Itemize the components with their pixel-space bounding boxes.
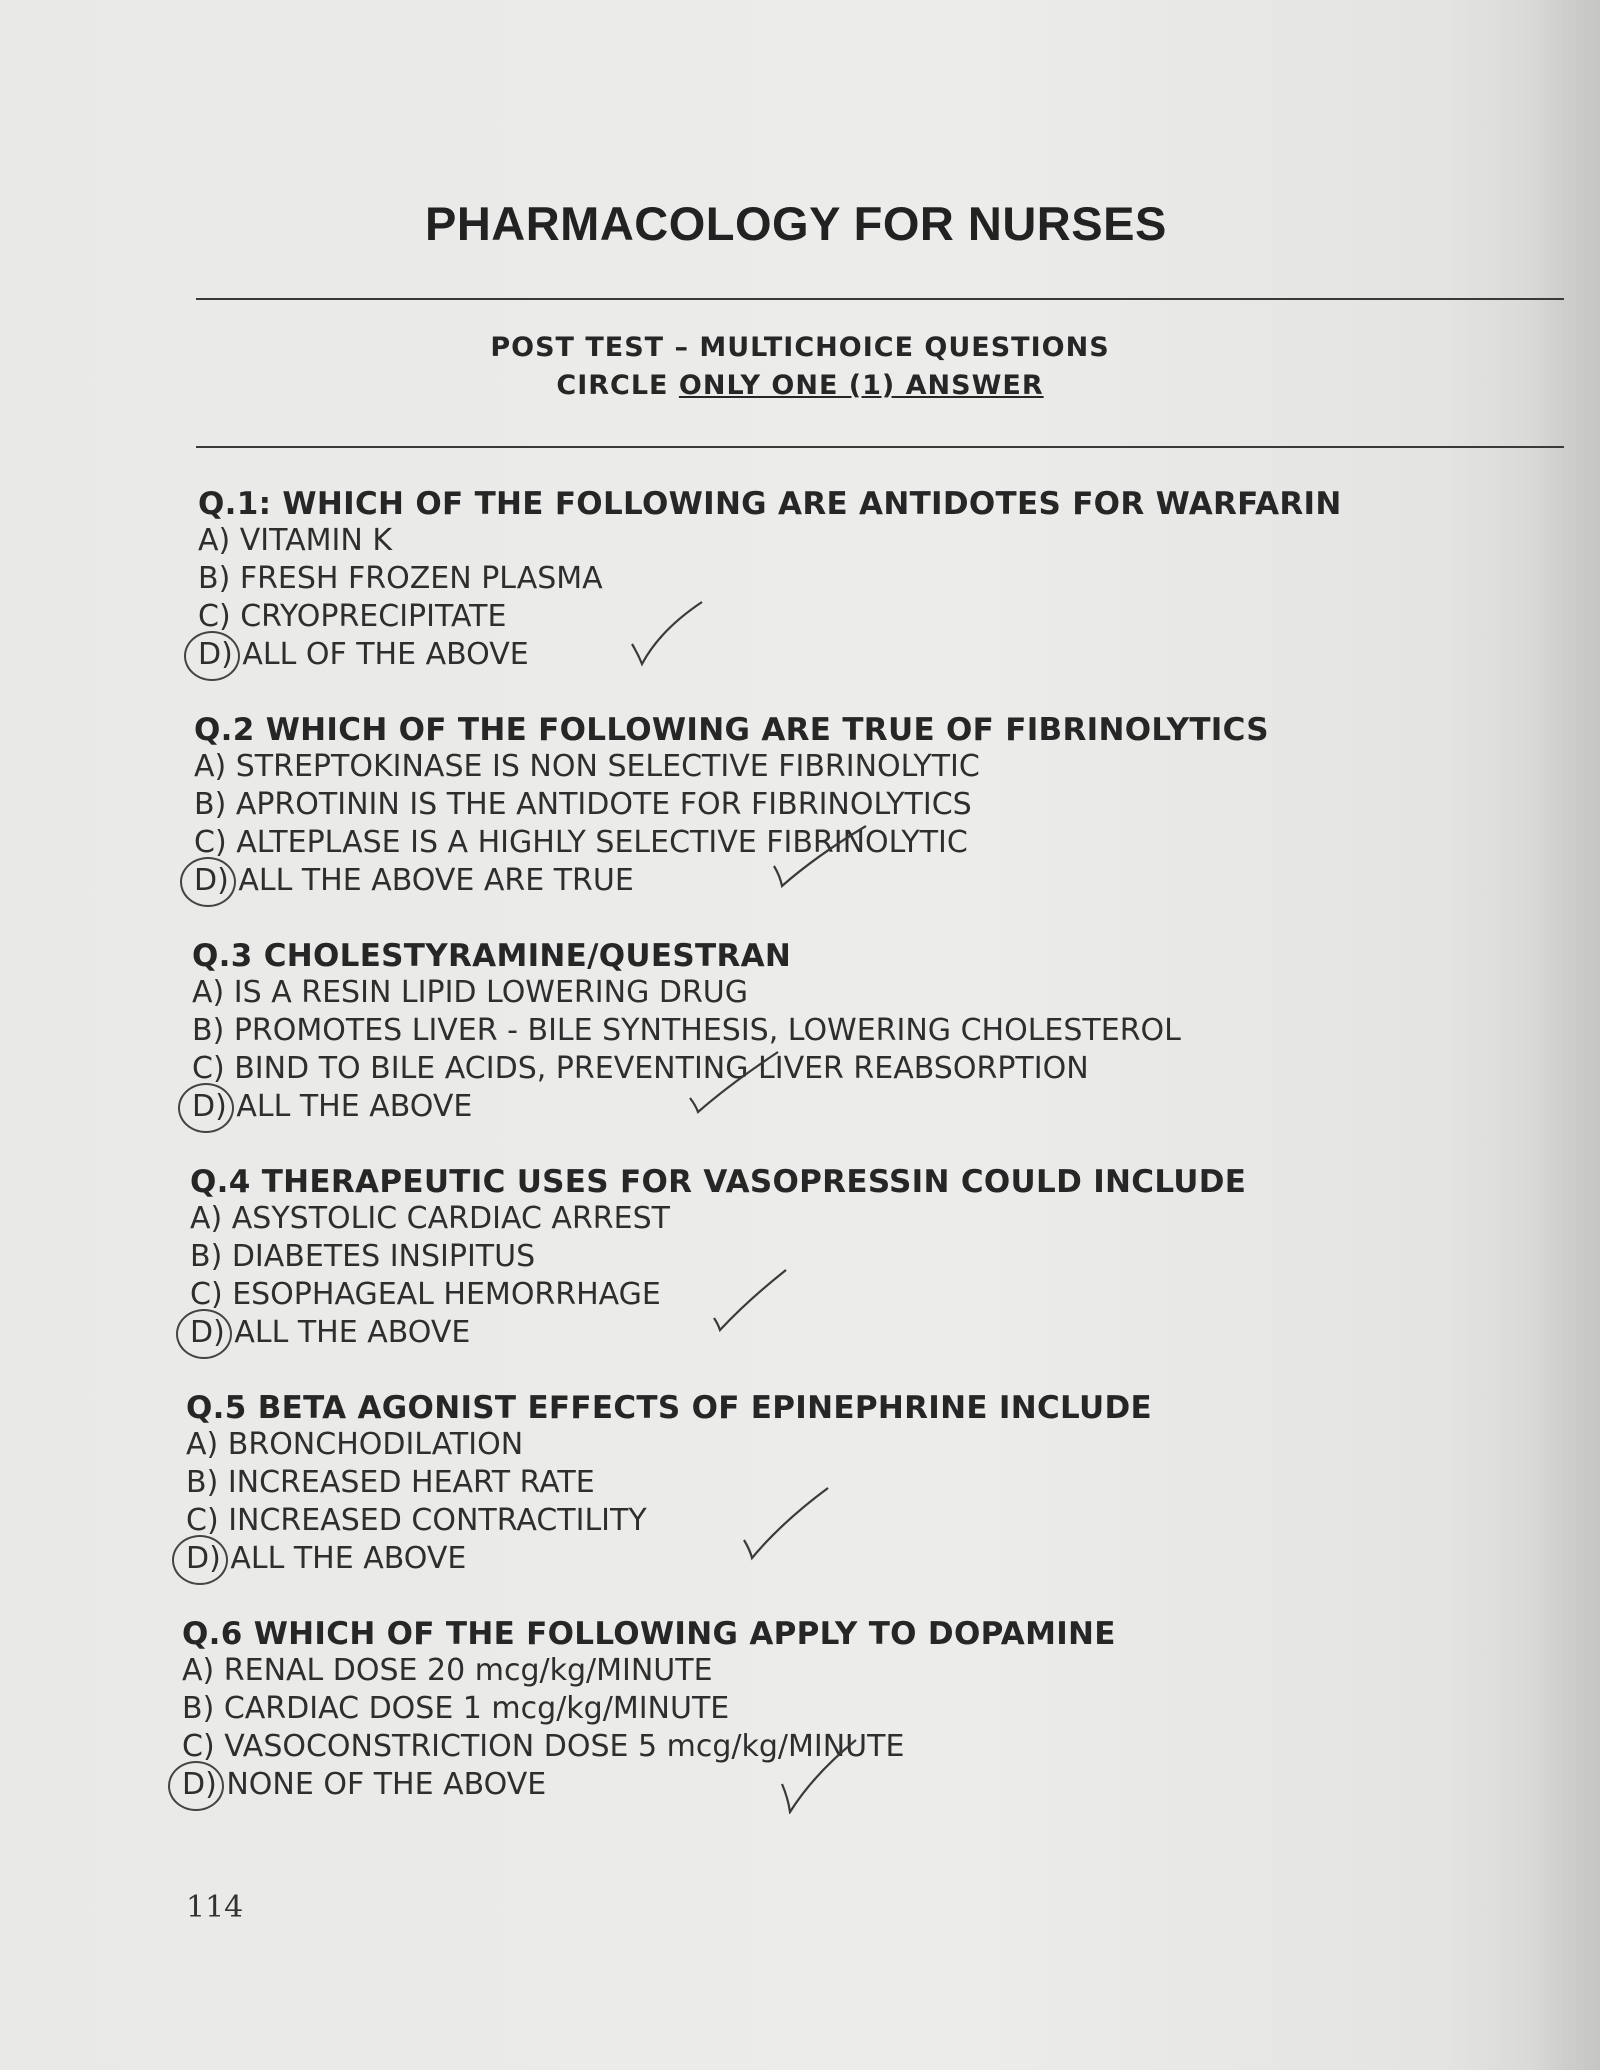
page-shadow [1530,0,1600,2070]
answer-circle [176,1309,232,1359]
question-title: Q.4 THERAPEUTIC USES FOR VASOPRESSIN COULD INCLUDE [190,1164,1247,1200]
option-b[interactable]: B) APROTININ IS THE ANTIDOTE FOR FIBRINOLYTICS [194,787,972,822]
option-c[interactable]: C) BIND TO BILE ACIDS, PREVENTING LIVER REABSORPTION [192,1051,1089,1086]
option-a[interactable]: A) IS A RESIN LIPID LOWERING DRUG [192,975,748,1010]
option-c[interactable]: C) CRYOPRECIPITATE [198,599,507,634]
answer-circle [184,631,240,681]
question-6 [182,1616,1116,1804]
option-c[interactable]: C) INCREASED CONTRACTILITY [186,1503,647,1538]
option-c[interactable]: C) VASOCONSTRICTION DOSE 5 mcg/kg/MINUTE [182,1729,905,1764]
question-title: Q.3 CHOLESTYRAMINE/QUESTRAN [192,938,792,974]
option-d-label: D) ALL THE ABOVE ARE TRUE [194,863,634,898]
option-a[interactable]: A) VITAMIN K [198,523,393,558]
option-c[interactable]: C) ESOPHAGEAL HEMORRHAGE [190,1277,661,1312]
option-d-label: D) ALL THE ABOVE [186,1541,467,1576]
option-d[interactable] [198,636,1342,674]
page-number: 114 [186,1890,244,1925]
page-title: PHARMACOLOGY FOR NURSES [425,197,1167,250]
option-b[interactable]: B) DIABETES INSIPITUS [190,1239,536,1274]
top-rule [196,298,1564,300]
question-title: Q.5 BETA AGONIST EFFECTS OF EPINEPHRINE INCLUDE [186,1390,1152,1426]
check-mark-icon [686,1046,786,1116]
option-a[interactable]: A) RENAL DOSE 20 mcg/kg/MINUTE [182,1653,713,1688]
option-a[interactable]: A) STREPTOKINASE IS NON SELECTIVE FIBRINOLYTIC [194,749,980,784]
subtitle-line-1: POST TEST – MULTICHOICE QUESTIONS [490,332,1110,363]
option-b[interactable]: B) PROMOTES LIVER - BILE SYNTHESIS, LOWERING CHOLESTEROL [192,1013,1181,1048]
option-c[interactable]: C) ALTEPLASE IS A HIGHLY SELECTIVE FIBRINOLYTIC [194,825,968,860]
answer-circle [168,1761,224,1811]
check-mark-icon [620,598,710,668]
option-d-label: D) ALL OF THE ABOVE [198,637,529,672]
option-d-label: D) ALL THE ABOVE [190,1315,471,1350]
question-title: Q.1: WHICH OF THE FOLLOWING ARE ANTIDOTES FOR WARFARIN [198,486,1342,522]
question-2 [194,712,1269,900]
check-mark-icon [706,1264,796,1334]
bottom-rule [196,446,1564,448]
option-a[interactable]: A) ASYSTOLIC CARDIAC ARREST [190,1201,670,1236]
option-d[interactable] [186,1540,1152,1578]
option-b[interactable]: B) INCREASED HEART RATE [186,1465,595,1500]
answer-circle [172,1535,228,1585]
option-b[interactable]: B) CARDIAC DOSE 1 mcg/kg/MINUTE [182,1691,730,1726]
question-title: Q.2 WHICH OF THE FOLLOWING ARE TRUE OF FIBRINOLYTICS [194,712,1269,748]
subtitle-emphasis: ONLY ONE (1) ANSWER [678,370,1044,401]
option-d[interactable] [182,1766,1116,1804]
option-d-label: D) NONE OF THE ABOVE [182,1767,547,1802]
check-mark-icon [774,1734,864,1814]
check-mark-icon [738,1482,838,1562]
answer-circle [178,1083,234,1133]
subtitle-prefix: CIRCLE [556,370,679,401]
subtitle-line-2 [0,370,1600,401]
option-a[interactable]: A) BRONCHODILATION [186,1427,524,1462]
question-1 [198,486,1342,674]
option-d-label: D) ALL THE ABOVE [192,1089,473,1124]
question-title: Q.6 WHICH OF THE FOLLOWING APPLY TO DOPAMINE [182,1616,1116,1652]
question-5 [186,1390,1152,1578]
answer-circle [180,857,236,907]
check-mark-icon [770,820,870,890]
option-d[interactable] [194,862,1269,900]
option-b[interactable]: B) FRESH FROZEN PLASMA [198,561,603,596]
